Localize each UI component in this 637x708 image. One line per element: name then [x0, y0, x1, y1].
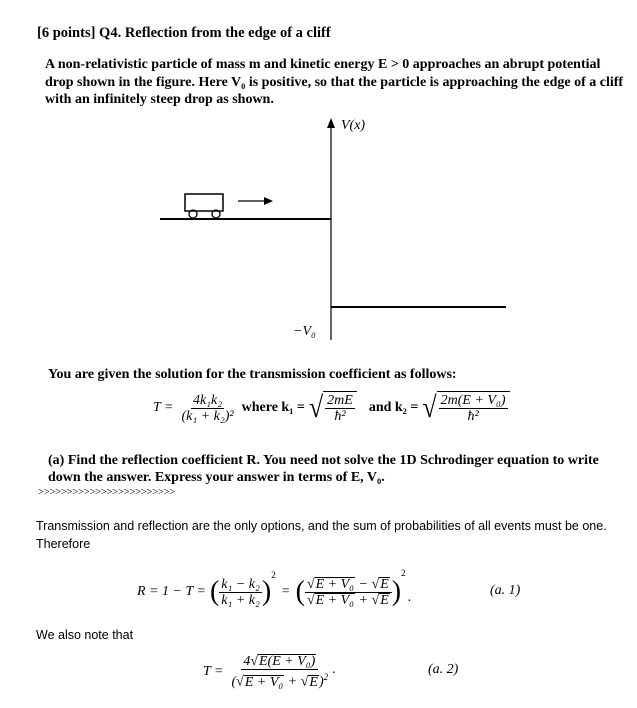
part-a-line-2: down the answer. Express your answer in terms of E, V₀. — [48, 470, 385, 485]
eq1-period: . — [407, 590, 412, 605]
motion-arrowhead — [264, 197, 273, 205]
eq2-denominator: $(√E + V_0 + √E)^2$ — [231, 672, 329, 690]
intro-line-3: with an infinitely steep drop as shown. — [45, 92, 274, 107]
k2-denominator: ħ² — [467, 409, 479, 424]
T-denominator: (k₁ + k₂)² — [181, 408, 234, 424]
cart-icon — [185, 194, 223, 218]
T-fraction — [179, 393, 235, 424]
intro-paragraph — [45, 56, 623, 109]
eq2-tag: (a. 2) — [428, 662, 459, 677]
given-text: You are given the solution for the transmission coefficient as follows: — [48, 367, 457, 382]
intro-line-1: A non-relativistic particle of mass m and kinetic energy E > 0 approaches an abrupt potential — [45, 57, 601, 72]
k1-sqrt: √ $\frac{2mE}{\text{ħ²}}$ — [309, 391, 357, 425]
potential-figure — [150, 112, 510, 352]
T-numerator: 4k₁k₂ — [192, 392, 223, 408]
transmission-equation — [153, 384, 510, 432]
part-a-line-1: (a) Find the reflection coefficient R. You need not solve the 1D Schrodinger equation to write — [48, 453, 599, 468]
eq1-exponent-1: 2 — [271, 570, 276, 580]
eq2-lhs: T = — [203, 664, 224, 679]
intro-line-2: drop shown in the figure. Here V₀ is positive, so that the particle is approaching the edge of a cliff — [45, 74, 624, 90]
solution-line-1: Transmission and reflection are the only options, and the sum of probabilities of all events must be one. — [36, 519, 607, 533]
eq1-fraction — [219, 577, 262, 608]
transmission-sqrt-equation — [203, 646, 336, 698]
separator-arrows: >>>>>>>>>>>>>>>>>>>>>>>> — [38, 486, 175, 498]
eq2-numerator: 4√E(E + V₀) — [241, 654, 318, 670]
where-text: where k₁ = — [241, 400, 305, 415]
solution-line-2: Therefore — [36, 537, 91, 551]
y-axis-label: V(x) — [341, 118, 366, 133]
depth-label: −V₀ — [293, 324, 316, 339]
y-axis-arrow — [327, 118, 335, 128]
k2-numerator: 2m(E + V₀) — [440, 393, 506, 408]
eq1-sqrt-fraction — [305, 577, 392, 608]
eq1-tag: (a. 1) — [490, 583, 521, 598]
question-title: [6 points] Q4. Reflection from the edge of a cliff — [37, 25, 331, 41]
part-a-question — [48, 452, 599, 486]
k2-sqrt: √ $\frac{\text{2m(E + V₀)}}{\text{ħ²}}$ — [422, 391, 509, 425]
eq2-period: . — [332, 662, 336, 677]
eq1-lparen: ( — [209, 576, 220, 607]
also-note-text: We also note that — [36, 628, 134, 642]
eq1-lparen-2: ( — [295, 576, 305, 607]
eq1-exponent-2: 2 — [401, 568, 406, 578]
eq1-sqrt-den: √E + V₀ + √E — [306, 592, 389, 608]
eq1-equals: = — [281, 584, 290, 599]
eq1-rparen-2: ) — [391, 576, 402, 607]
k1-numerator: 2mE — [327, 393, 353, 408]
eq1-frac-den: k₁ + k₂ — [221, 592, 260, 608]
eq1-frac-num: k₁ − k₂ — [221, 576, 260, 592]
T-label: T = — [153, 400, 174, 415]
and-text: and k₂ = — [368, 400, 419, 415]
solution-text — [36, 517, 607, 553]
reflection-equation — [137, 566, 411, 618]
eq2-fraction — [229, 654, 330, 690]
eq1-rparen: ) — [261, 576, 272, 607]
eq1-lhs: R = 1 − T = — [137, 584, 206, 599]
eq1-sqrt-num: √E + V₀ − √E — [305, 577, 392, 593]
k1-denominator: ħ² — [334, 409, 346, 424]
